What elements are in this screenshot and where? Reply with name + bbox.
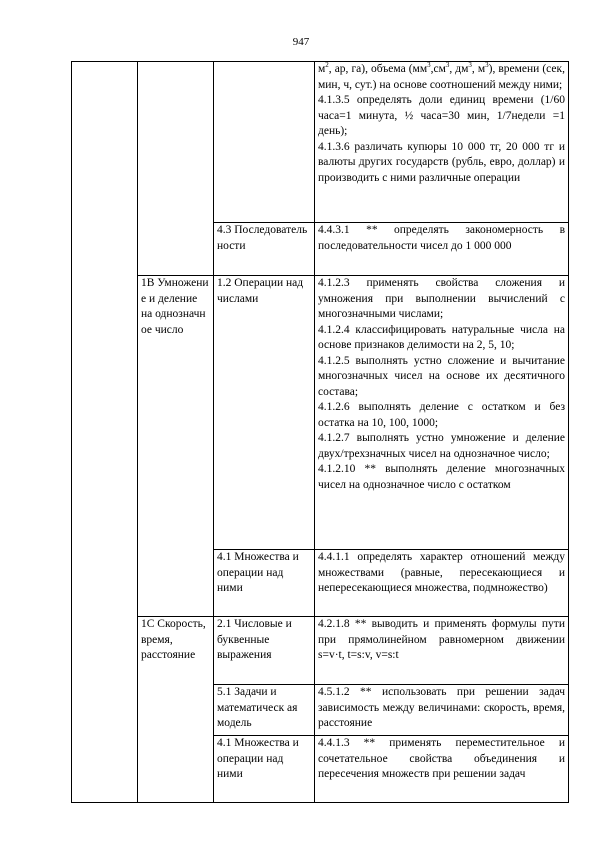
objectives-cell (315, 276, 569, 550)
page-number: 947 (292, 36, 310, 48)
table-row (72, 62, 569, 223)
objective-text: 4.1.2.6 выполнять деление с остатком и без остатка на 10, 100, 1000; (318, 401, 565, 429)
table-row (72, 617, 569, 685)
objective-text: 4.1.3.5 определять доли единиц времени (1/60 часа=1 минута, ½ часа=30 мин, 1/7недели =1 день); (318, 94, 565, 137)
objective-text: 4.2.1.8 ** выводить и применять формулы пути при прямолинейном равномерном движении s=v·t, t=s:v, v=s:t (318, 618, 565, 661)
objectives-cell (315, 736, 569, 803)
objective-text: 4.1.2.3 применять свойства сложения и умножения при выполнении вычислений с многозначными числами; (318, 277, 565, 320)
subtopic-cell: 1.2 Операции над числами (214, 276, 315, 550)
objectives-cell (315, 62, 569, 223)
objective-text: 4.4.1.1 определять характер отношений между множествами (равные, пересекающиеся и непересекающиеся множества, подмножество) (318, 551, 565, 594)
objective-text: 4.1.2.7 выполнять устно умножение и деление двух/трехзначных чисел на однозначное число; (318, 432, 565, 460)
objective-text: 4.1.3.6 различать купюры 10 000 тг, 20 000 тг и валюты других государств (рубль, евро, доллар) и производить с ними различные операции (318, 140, 565, 184)
objective-text: 4.4.3.1 ** определять закономерность в последовательности чисел до 1 000 000 (318, 224, 565, 252)
objectives-cell (315, 223, 569, 276)
objectives-cell (315, 550, 569, 617)
objectives-cell (315, 617, 569, 685)
topic-cell: 1С Скорость, время, расстояние (138, 617, 214, 803)
subtopic-cell: 4.3 Последователь ности (214, 223, 315, 276)
objectives-cell (315, 685, 569, 736)
subtopic-cell: 4.1 Множества и операции над ними (214, 736, 315, 803)
subtopic-cell: 2.1 Числовые и буквенные выражения (214, 617, 315, 685)
topic-cell: 1В Умножени е и деление на однозначн ое число (138, 276, 214, 617)
objective-text: 4.1.2.10 ** выполнять деление многозначных чисел на однозначное число с остатком (318, 463, 565, 491)
objective-text: 4.1.2.5 выполнять устно сложение и вычитание многозначных чисел на основе их десятичного состава; (318, 354, 565, 398)
subtopic-cell (214, 62, 315, 223)
blank-column-cell (72, 62, 138, 803)
subtopic-cell: 5.1 Задачи и математическ ая модель (214, 685, 315, 736)
objective-text: 4.1.2.4 классифицировать натуральные числа на основе признаков делимости на 2, 5, 10; (318, 323, 565, 351)
table-row (72, 276, 569, 550)
objective-text: $м^2$, ар, га), объема ($мм^3,см^3$, $дм^3$, $м^3$), времени (сек, мин, ч, сут.) на основе соотношений между ними; (318, 61, 565, 91)
curriculum-table (71, 61, 569, 803)
subtopic-cell: 4.1 Множества и операции над ними (214, 550, 315, 617)
objective-text: 4.5.1.2 ** использовать при решении задач зависимость между величинами: скорость, время, расстояние (318, 686, 565, 729)
topic-cell (138, 62, 214, 276)
objective-text: 4.4.1.3 ** применять переместительное и сочетательное свойства объединения и пересечения множеств при решении задач (318, 737, 565, 780)
